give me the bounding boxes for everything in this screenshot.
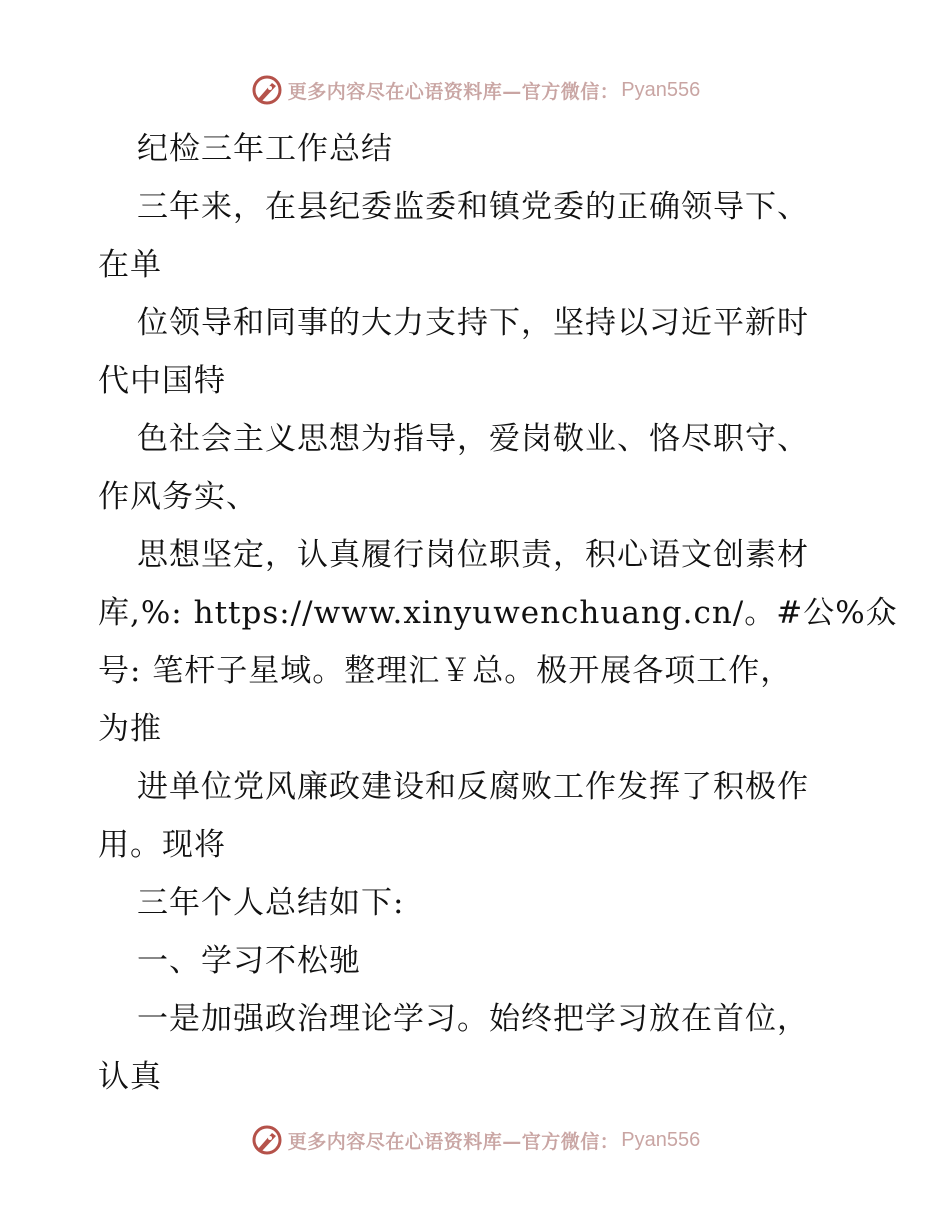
paragraph-line: 用。现将 — [98, 827, 226, 863]
banner-wechat-id: Pyan556 — [621, 78, 701, 101]
paragraph-line: 思想坚定，认真履行岗位职责，积心语文创素材 — [137, 537, 809, 573]
paragraph-line: 一是加强政治理论学习。始终把学习放在首位， — [137, 1001, 809, 1037]
paragraph-line: 色社会主义思想为指导，爱岗敬业、恪尽职守、 — [137, 421, 809, 457]
banner-wechat-id: Pyan556 — [621, 1128, 701, 1151]
paragraph-line: 进单位党风廉政建设和反腐败工作发挥了积极作 — [137, 769, 809, 805]
document-body — [98, 120, 898, 1106]
paragraph-line: 位领导和同事的大力支持下，坚持以习近平新时 — [137, 305, 809, 341]
header-watermark-banner — [0, 68, 950, 112]
section-heading: 一、学习不松驰 — [137, 943, 361, 979]
paragraph-line: 认真 — [98, 1059, 162, 1095]
paragraph-line: 号: 笔杆子星域。整理汇￥总。极开展各项工作， — [98, 653, 793, 689]
banner-text: 更多内容尽在心语资料库—官方微信： — [287, 1130, 620, 1153]
paragraph-line: 三年来，在县纪委监委和镇党委的正确领导下、 — [137, 189, 809, 225]
paragraph-line: 代中国特 — [98, 363, 226, 399]
paragraph-line: 在单 — [98, 247, 162, 283]
paragraph-line: 三年个人总结如下: — [137, 885, 405, 921]
paragraph-line: 为推 — [98, 711, 162, 747]
document-title: 纪检三年工作总结 — [137, 131, 393, 167]
footer-watermark-banner — [0, 1118, 950, 1162]
pen-logo-icon — [250, 73, 284, 107]
paragraph-line: 库,%: https://www.xinyuwenchuang.cn/。#公%众 — [98, 595, 898, 631]
banner-text: 更多内容尽在心语资料库—官方微信： — [287, 80, 620, 103]
paragraph-line: 作风务实、 — [98, 479, 258, 515]
pen-logo-icon — [250, 1123, 284, 1157]
